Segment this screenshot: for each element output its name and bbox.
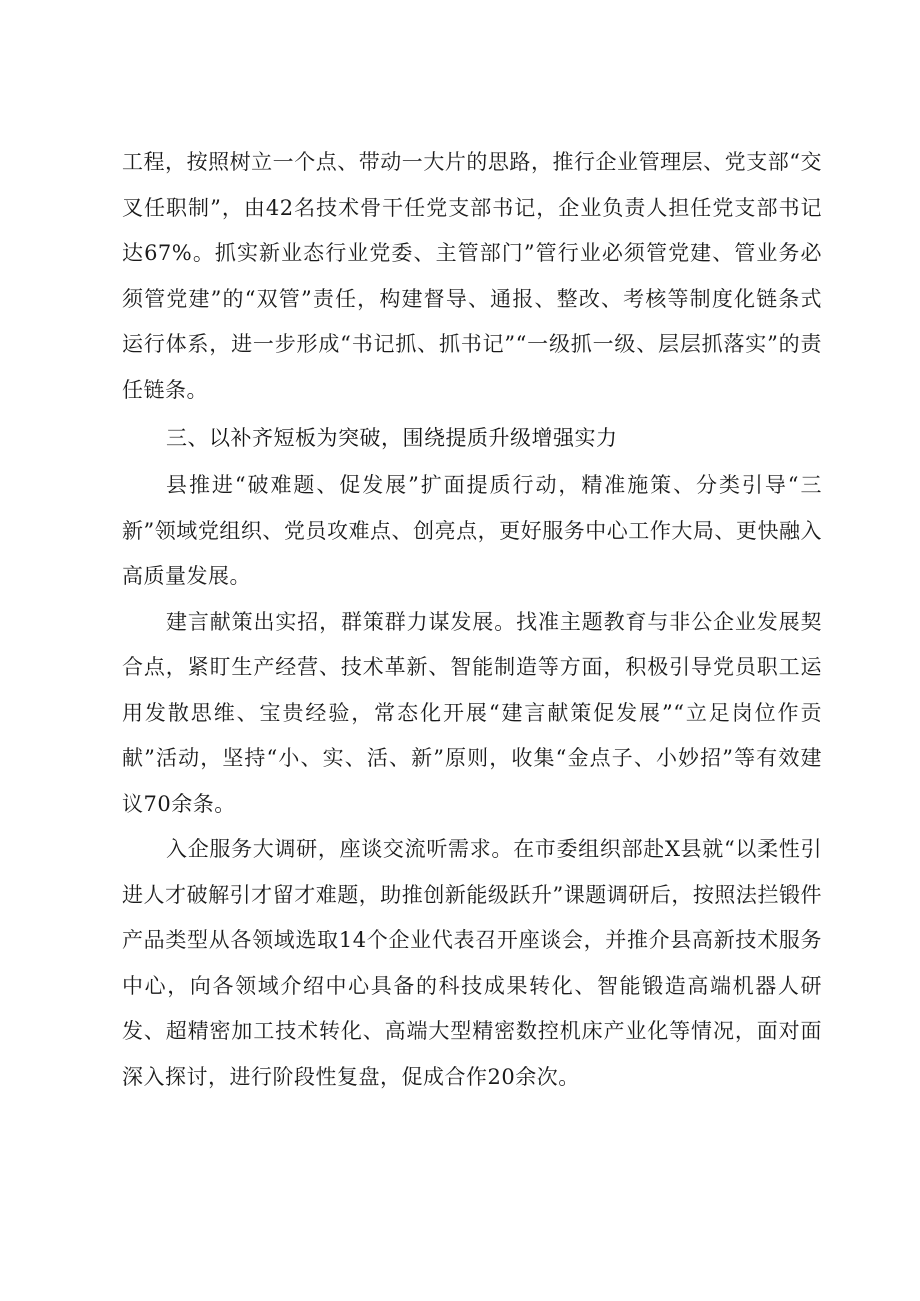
paragraph-party-branch-responsibility: 工程，按照树立一个点、带动一大片的思路，推行企业管理层、党支部“交叉任职制”，由42名技术骨干任党支部书记，企业负责人担任党支部书记达67%。抓实新业态行业党委、主管部门”管行业必须管党建、管业务必须管党建”的“双管”责任，构建督导、通报、整改、考核等制度化链条式运行体系，进一步形成“书记抓、抓书记”“一级抓一级、层层抓落实”的责任链条。 [122,150,822,402]
paragraph-expansion-action: 县推进“破难题、促发展”扩面提质行动，精准施策、分类引导“三新”领域党组织、党员攻难点、创亮点，更好服务中心工作大局、更快融入高质量发展。 [122,473,822,588]
document-body [122,140,822,1100]
section-heading-three: 三、以补齐短板为突破，围绕提质升级增强实力 [166,426,618,450]
paragraph-suggestions: 建言献策出实招，群策群力谋发展。找准主题教育与非公企业发展契合点，紧盯生产经营、技术革新、智能制造等方面，积极引导党员职工运用发散思维、宝贵经验，常态化开展“建言献策促发展”“立足岗位作贡献”活动，坚持“小、实、活、新”原则，收集“金点子、小妙招”等有效建议70余条。 [122,609,822,816]
paragraph-enterprise-research: 入企服务大调研，座谈交流听需求。在市委组织部赴X县就“以柔性引进人才破解引才留才难题，助推创新能级跃升”课题调研后，按照法拦锻件产品类型从各领域选取14个企业代表召开座谈会，并推介县高新技术服务中心，向各领域介绍中心具备的科技成果转化、智能锻造高端机器人研发、超精密加工技术转化、高端大型精密数控机床产业化等情况，面对面深入探讨，进行阶段性复盘，促成合作20余次。 [122,837,822,1089]
